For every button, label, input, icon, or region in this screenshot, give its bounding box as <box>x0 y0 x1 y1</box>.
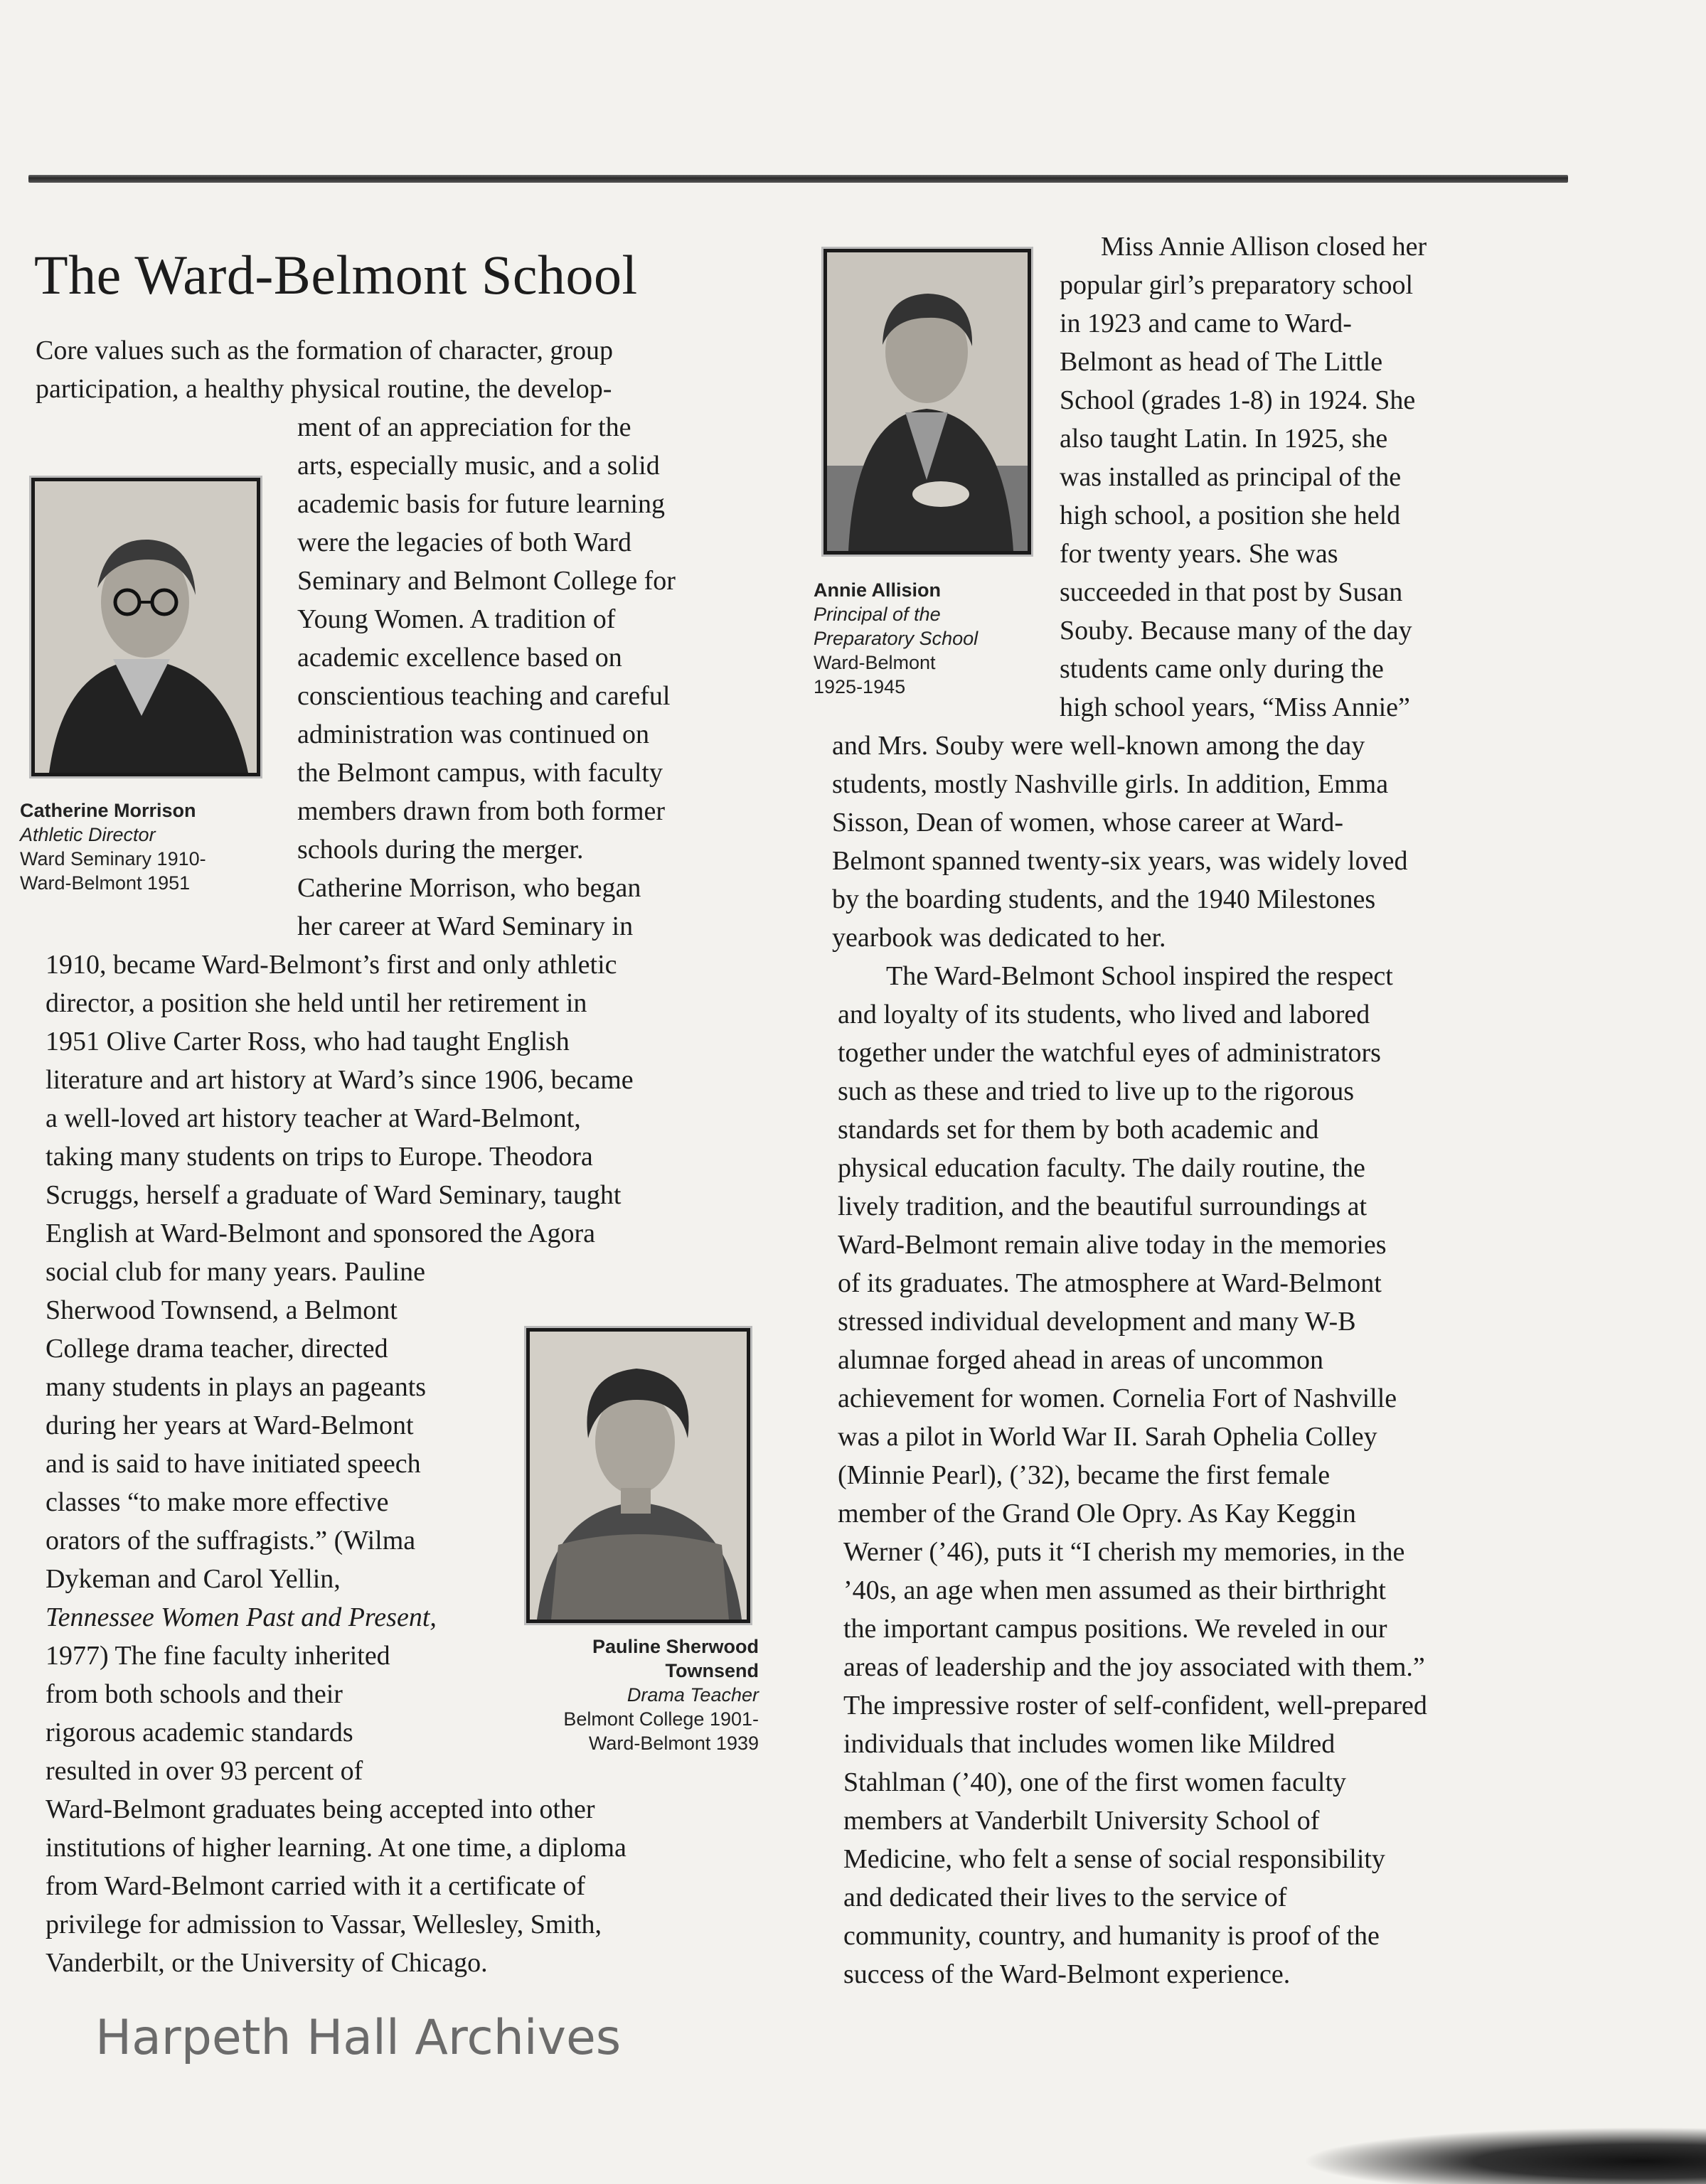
top-rule <box>28 175 1568 183</box>
caption-townsend-role: Drama Teacher <box>627 1684 759 1706</box>
body-line: English at Ward-Belmont and sponsored the Agora <box>46 1219 595 1248</box>
body-line: during her years at Ward-Belmont <box>46 1410 414 1440</box>
photo-catherine-morrison <box>31 478 260 776</box>
body-line: the important campus positions. We reveled in our <box>843 1614 1387 1644</box>
body-line: members at Vanderbilt University School of <box>843 1806 1320 1836</box>
caption-allison-line4: Ward-Belmont <box>814 652 936 673</box>
body-line: social club for many years. Pauline <box>46 1257 425 1287</box>
body-line: yearbook was dedicated to her. <box>832 923 1166 953</box>
caption-morrison-line3: Ward Seminary 1910- <box>20 848 206 869</box>
archive-watermark: Harpeth Hall Archives <box>95 2010 622 2066</box>
body-line-italic <box>46 1598 437 1637</box>
body-line: by the boarding students, and the 1940 Milestones <box>832 884 1376 914</box>
caption-morrison-role: Athletic Director <box>20 824 156 845</box>
body-line: The impressive roster of self-confident, well-prepared <box>843 1691 1427 1720</box>
body-line: (Minnie Pearl), (’32), became the first female <box>838 1460 1331 1490</box>
body-line: 1977) The fine faculty inherited <box>46 1641 390 1671</box>
body-line: were the legacies of both Ward <box>297 528 631 557</box>
caption-allison-line3: Preparatory School <box>814 628 979 649</box>
body-line: and Mrs. Souby were well-known among the day <box>832 731 1365 761</box>
body-line: Sisson, Dean of women, whose career at Ward- <box>832 808 1344 837</box>
scan-smudge <box>1301 2127 1706 2184</box>
caption-morrison-name: Catherine Morrison <box>20 800 196 821</box>
caption-morrison-line4: Ward-Belmont 1951 <box>20 872 191 894</box>
body-line: Stahlman (’40), one of the first women faculty <box>843 1767 1347 1797</box>
caption-townsend-name: Pauline Sherwood <box>592 1636 759 1657</box>
body-line: from Ward-Belmont carried with it a certificate of <box>46 1871 586 1901</box>
body-line: high school years, “Miss Annie” <box>1060 692 1410 722</box>
body-line: member of the Grand Ole Opry. As Kay Keggin <box>838 1499 1356 1529</box>
body-line: Miss Annie Allison closed her <box>1101 232 1427 262</box>
body-line: arts, especially music, and a solid <box>297 451 660 481</box>
body-line: alumnae forged ahead in areas of uncommon <box>838 1345 1324 1375</box>
body-line: College drama teacher, directed <box>46 1334 388 1364</box>
body-line: succeeded in that post by Susan <box>1060 577 1403 607</box>
body-line: popular girl’s preparatory school <box>1060 270 1414 300</box>
book-title: Tennessee Women Past and Present, <box>46 1602 437 1632</box>
body-line: members drawn from both former <box>297 796 666 826</box>
body-line: together under the watchful eyes of administrators <box>838 1038 1381 1068</box>
page-title: The Ward-Belmont School <box>34 244 638 306</box>
body-line: Catherine Morrison, who began <box>297 873 641 903</box>
body-line: participation, a healthy physical routine, the develop- <box>36 374 612 404</box>
caption-townsend-name-2: Townsend <box>665 1660 759 1681</box>
caption-allison-role: Principal of the <box>814 604 941 625</box>
body-line: students came only during the <box>1060 654 1384 684</box>
body-line: schools during the merger. <box>297 835 584 864</box>
body-line: literature and art history at Ward’s since 1906, became <box>46 1065 634 1095</box>
body-line: privilege for admission to Vassar, Wellesley, Smith, <box>46 1910 602 1939</box>
body-line: Belmont spanned twenty-six years, was widely loved <box>832 846 1408 876</box>
body-line: Souby. Because many of the day <box>1060 616 1412 646</box>
body-line: Core values such as the formation of character, group <box>36 336 614 365</box>
body-line: of its graduates. The atmosphere at Ward-Belmont <box>838 1268 1382 1298</box>
body-line: and is said to have initiated speech <box>46 1449 421 1479</box>
body-line: ’40s, an age when men assumed as their birthright <box>843 1575 1386 1605</box>
body-line: Ward-Belmont remain alive today in the memories <box>838 1230 1387 1260</box>
caption-townsend-line5: Ward-Belmont 1939 <box>588 1733 759 1754</box>
body-line: conscientious teaching and careful <box>297 681 671 711</box>
body-line: rigorous academic standards <box>46 1718 353 1747</box>
body-line: stressed individual development and many W-B <box>838 1307 1356 1337</box>
body-line: areas of leadership and the joy associated with them.” <box>843 1652 1425 1682</box>
body-line: resulted in over 93 percent of <box>46 1756 363 1786</box>
body-line: Scruggs, herself a graduate of Ward Seminary, taught <box>46 1180 622 1210</box>
body-line: 1910, became Ward-Belmont’s first and only athletic <box>46 950 617 980</box>
body-line: ment of an appreciation for the <box>297 412 631 442</box>
body-line: taking many students on trips to Europe. Theodora <box>46 1142 593 1172</box>
body-line: academic basis for future learning <box>297 489 665 519</box>
body-line: high school, a position she held <box>1060 500 1401 530</box>
body-line: Medicine, who felt a sense of social responsibility <box>843 1844 1385 1874</box>
body-line: the Belmont campus, with faculty <box>297 758 663 788</box>
body-line: from both schools and their <box>46 1679 343 1709</box>
body-line: academic excellence based on <box>297 643 622 673</box>
body-line: standards set for them by both academic and <box>838 1115 1319 1145</box>
body-line: institutions of higher learning. At one time, a diploma <box>46 1833 627 1863</box>
body-line: many students in plays an pageants <box>46 1372 427 1402</box>
body-line: lively tradition, and the beautiful surroundings at <box>838 1192 1368 1221</box>
body-line: individuals that includes women like Mildred <box>843 1729 1336 1759</box>
caption-townsend-line4: Belmont College 1901- <box>563 1708 759 1730</box>
body-line: was a pilot in World War II. Sarah Ophelia Colley <box>838 1422 1377 1452</box>
body-line: director, a position she held until her retirement in <box>46 988 587 1018</box>
body-line: students, mostly Nashville girls. In addition, Emma <box>832 769 1389 799</box>
body-line: Dykeman and Carol Yellin, <box>46 1564 341 1594</box>
body-line: Belmont as head of The Little <box>1060 347 1383 377</box>
body-line: Werner (’46), puts it “I cherish my memories, in the <box>843 1537 1405 1567</box>
body-line: School (grades 1-8) in 1924. She <box>1060 385 1416 415</box>
body-line: was installed as principal of the <box>1060 462 1402 492</box>
body-line: The Ward-Belmont School inspired the respect <box>886 961 1393 991</box>
photo-annie-allison <box>823 249 1031 555</box>
body-line: 1951 Olive Carter Ross, who had taught English <box>46 1027 570 1056</box>
body-line: classes “to make more effective <box>46 1487 389 1517</box>
caption-allison-name: Annie Allision <box>814 579 942 601</box>
body-line: a well-loved art history teacher at Ward-Belmont, <box>46 1103 581 1133</box>
body-line: Seminary and Belmont College for <box>297 566 676 596</box>
body-line: Ward-Belmont graduates being accepted into other <box>46 1794 595 1824</box>
body-line: Sherwood Townsend, a Belmont <box>46 1295 398 1325</box>
body-line: community, country, and humanity is proof of the <box>843 1921 1380 1951</box>
body-line: her career at Ward Seminary in <box>297 911 634 941</box>
body-line: for twenty years. She was <box>1060 539 1338 569</box>
body-line: orators of the suffragists.” (Wilma <box>46 1526 416 1556</box>
body-line: achievement for women. Cornelia Fort of Nashville <box>838 1383 1397 1413</box>
body-line: in 1923 and came to Ward- <box>1060 309 1352 338</box>
body-line: also taught Latin. In 1925, she <box>1060 424 1388 454</box>
body-line: Young Women. A tradition of <box>297 604 616 634</box>
body-line: and loyalty of its students, who lived and labored <box>838 1000 1370 1029</box>
body-line: and dedicated their lives to the service of <box>843 1883 1287 1912</box>
photo-pauline-sherwood-townsend <box>526 1328 750 1623</box>
body-line: administration was continued on <box>297 719 649 749</box>
body-line: success of the Ward-Belmont experience. <box>843 1959 1291 1989</box>
caption-allison-line5: 1925-1945 <box>814 676 906 697</box>
body-line: physical education faculty. The daily routine, the <box>838 1153 1365 1183</box>
body-line: Vanderbilt, or the University of Chicago. <box>46 1948 488 1978</box>
body-line: such as these and tried to live up to the rigorous <box>838 1076 1355 1106</box>
